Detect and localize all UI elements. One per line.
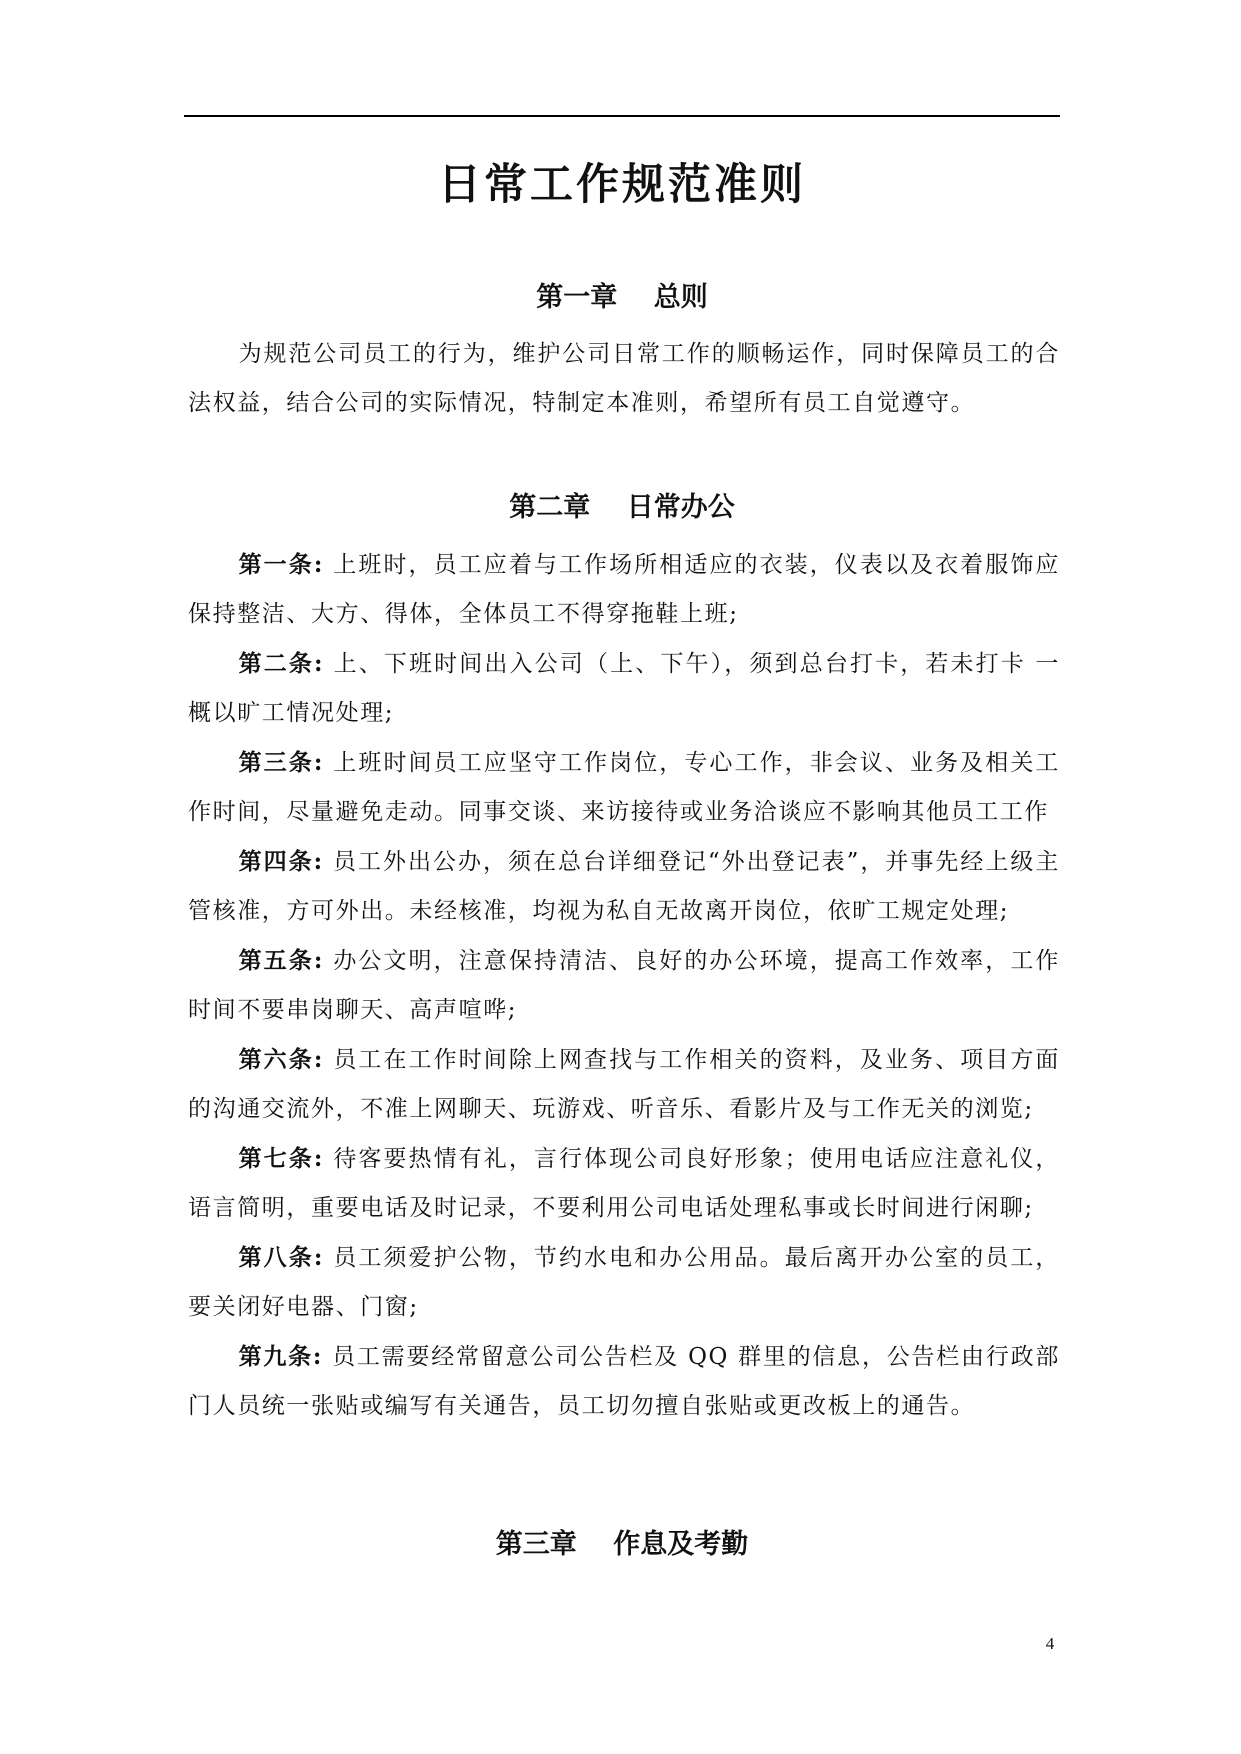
article-label: 第五条: (238, 947, 324, 974)
article-text: 上班时间员工应坚守工作岗位，专心工作，非会议、业务及相关工作时间，尽量避免走动。同事交谈、来访接待或业务洽谈应不影响其他员工工作 (188, 750, 1061, 825)
article-text: 待客要热情有礼，言行体现公司良好形象；使用电话应注意礼仪，语言简明，重要电话及时记录，不要利用公司电话处理私事或长时间进行闲聊; (188, 1146, 1061, 1221)
chapter-1-body (188, 330, 1060, 428)
article-9 (188, 1332, 1060, 1431)
article-8 (188, 1233, 1060, 1332)
article-5 (188, 936, 1060, 1035)
document-title: 日常工作规范准则 (438, 160, 806, 210)
article-text: 办公文明，注意保持清洁、良好的办公环境，提高工作效率，工作时间不要串岗聊天、高声喧哗; (188, 948, 1061, 1023)
article-text: 员工须爱护公物，节约水电和办公用品。最后离开办公室的员工，要关闭好电器、门窗; (188, 1245, 1061, 1320)
chapter-heading-2: 第二章 日常办公 (509, 492, 735, 523)
article-6 (188, 1035, 1060, 1134)
article-2 (188, 639, 1060, 738)
article-text: 上班时，员工应着与工作场所相适应的衣装，仪表以及衣着服饰应保持整洁、大方、得体，全体员工不得穿拖鞋上班; (188, 552, 1061, 627)
chapter-heading-3: 第三章 作息及考勤 (495, 1529, 749, 1560)
article-text: 员工在工作时间除上网查找与工作相关的资料，及业务、项目方面的沟通交流外，不准上网聊天、玩游戏、听音乐、看影片及与工作无关的浏览; (188, 1047, 1061, 1122)
article-7 (188, 1134, 1060, 1233)
article-label: 第九条: (238, 1343, 324, 1370)
article-text: 上、下班时间出入公司（上、下午），须到总台打卡，若未打卡 一概以旷工情况处理; (188, 651, 1060, 726)
article-label: 第八条: (238, 1244, 324, 1271)
header-rule (184, 115, 1060, 117)
page-number: 4 (1045, 1634, 1055, 1653)
article-label: 第七条: (238, 1145, 324, 1172)
article-4 (188, 837, 1060, 936)
article-3 (188, 738, 1060, 837)
article-text: 员工外出公办，须在总台详细登记“外出登记表”，并事先经上级主管核准，方可外出。未经核准，均视为私自无故离开岗位，依旷工规定处理; (188, 849, 1060, 924)
intro-paragraph: 为规范公司员工的行为，维护公司日常工作的顺畅运作，同时保障员工的合法权益，结合公司的实际情况，特制定本准则，希望所有员工自觉遵守。 (188, 341, 1060, 416)
article-label: 第二条: (238, 650, 325, 677)
chapter-heading-1: 第一章 总则 (536, 282, 708, 313)
article-label: 第三条: (238, 749, 324, 776)
article-text: 员工需要经常留意公司公告栏及 QQ 群里的信息，公告栏由行政部门人员统一张贴或编写有关通告，员工切勿擅自张贴或更改板上的通告。 (188, 1344, 1060, 1419)
article-1 (188, 540, 1060, 639)
chapter-2-articles (188, 540, 1060, 1431)
article-label: 第一条: (238, 551, 324, 578)
article-label: 第四条: (238, 848, 324, 875)
article-label: 第六条: (238, 1046, 324, 1073)
